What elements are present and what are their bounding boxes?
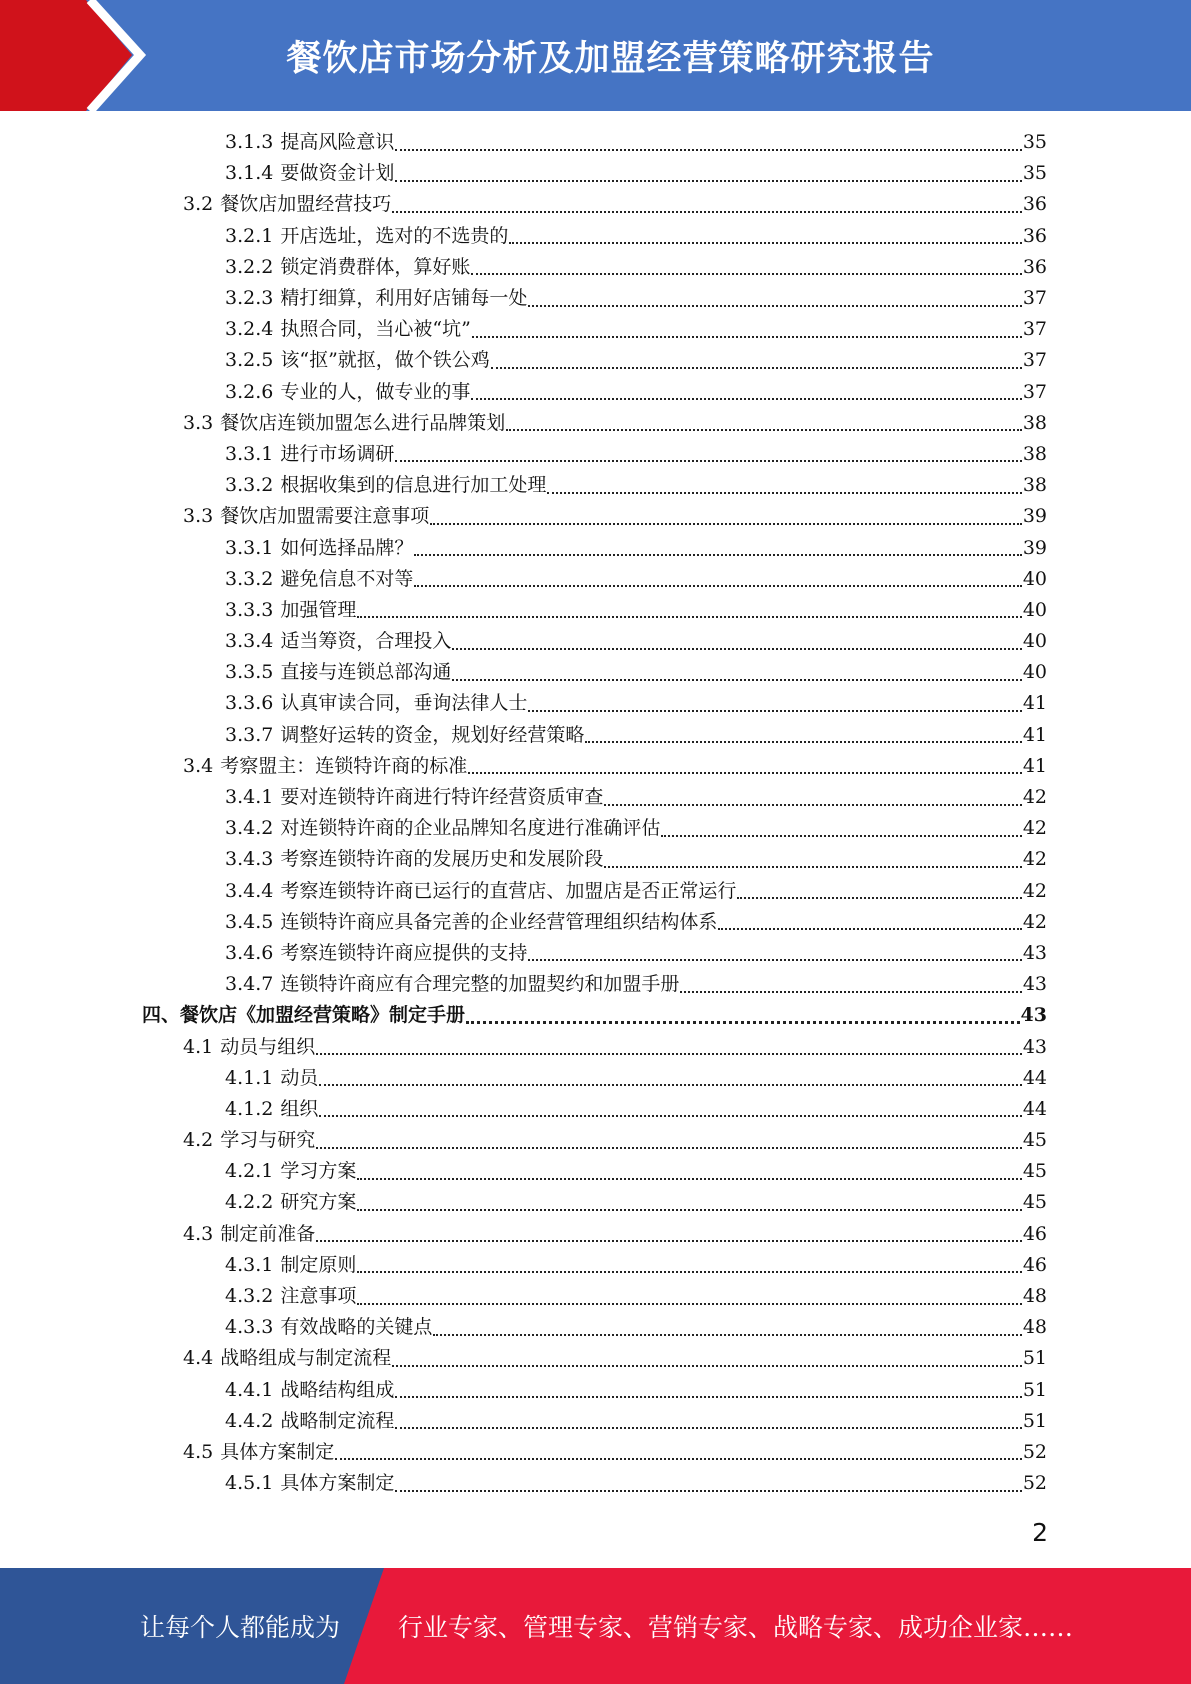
toc-entry-title: 精打细算，利用好店铺每一处 [280, 287, 528, 310]
toc-dot-leader [452, 679, 1021, 681]
toc-entry-title: 制定前准备 [220, 1222, 316, 1245]
toc-entry-number: 3.2.3 [225, 287, 274, 310]
toc-entry-page: 39 [1022, 536, 1047, 559]
toc-entry[interactable] [0, 1094, 1191, 1125]
toc-dot-leader [506, 429, 1022, 431]
toc-dot-leader [335, 1458, 1022, 1460]
footer-banner [0, 1568, 1191, 1684]
toc-dot-leader [395, 1490, 1021, 1492]
toc-entry-page: 52 [1022, 1472, 1047, 1495]
toc-entry-number: 3.3 [183, 505, 214, 528]
toc-entry[interactable] [0, 1437, 1191, 1468]
toc-entry-number: 3.2.6 [225, 380, 274, 403]
toc-dot-leader [604, 866, 1021, 868]
toc-dot-leader [585, 741, 1021, 743]
toc-entry-number: 3.3.2 [225, 567, 274, 590]
toc-entry-number: 4.4.1 [225, 1378, 274, 1401]
toc-dot-leader [395, 1427, 1021, 1429]
toc-entry-number: 4.3.3 [225, 1316, 274, 1339]
toc-entry-number: 3.4.1 [225, 786, 274, 809]
toc-entry-title: 如何选择品牌？ [280, 536, 414, 559]
toc-entry-title: 学习与研究 [220, 1129, 316, 1152]
toc-entry[interactable] [0, 1219, 1191, 1250]
toc-entry-number: 3.3.1 [225, 442, 274, 465]
toc-entry-number: 4.3 [183, 1222, 214, 1245]
toc-entry-title: 对连锁特许商的企业品牌知名度进行准确评估 [280, 817, 661, 840]
toc-dot-leader [528, 305, 1021, 307]
toc-entry-page: 40 [1022, 661, 1047, 684]
toc-dot-leader [357, 1209, 1021, 1211]
toc-dot-leader [319, 1115, 1021, 1117]
toc-entry[interactable] [0, 1468, 1191, 1499]
toc-dot-leader [737, 897, 1021, 899]
toc-entry-number: 3.4.3 [225, 848, 274, 871]
toc-entry-page: 43 [1022, 973, 1047, 996]
toc-entry-title: 考察连锁特许商的发展历史和发展阶段 [280, 848, 604, 871]
toc-entry-page: 37 [1022, 318, 1047, 341]
toc-entry[interactable] [0, 626, 1191, 657]
toc-entry-title: 根据收集到的信息进行加工处理 [280, 474, 547, 497]
footer-slogan-left: 让每个人都能成为 [140, 1613, 341, 1642]
toc-entry-page: 51 [1022, 1347, 1047, 1370]
toc-entry-page: 35 [1022, 162, 1047, 185]
toc-entry-number: 3.3 [183, 411, 214, 434]
toc-entry-page: 45 [1022, 1160, 1047, 1183]
toc-entry-title: 战略制定流程 [280, 1409, 395, 1432]
toc-entry-page: 41 [1022, 692, 1047, 715]
page-number: 2 [1032, 1518, 1048, 1547]
toc-entry[interactable] [0, 1281, 1191, 1312]
toc-entry-number: 4.4 [183, 1347, 214, 1370]
toc-entry-number: 4.3.2 [225, 1285, 274, 1308]
toc-entry[interactable] [0, 1031, 1191, 1062]
toc-entry[interactable] [0, 688, 1191, 719]
toc-entry-number: 3.4.6 [225, 941, 274, 964]
toc-entry-title: 学习方案 [280, 1160, 357, 1183]
toc-entry-title: 餐饮店加盟经营技巧 [220, 193, 392, 216]
toc-entry-page: 39 [1022, 505, 1047, 528]
toc-entry-number: 3.1.4 [225, 162, 274, 185]
toc-dot-leader [395, 180, 1021, 182]
toc-entry-number: 4.2 [183, 1129, 214, 1152]
toc-dot-leader [433, 1334, 1021, 1336]
toc-entry-title: 避免信息不对等 [280, 567, 414, 590]
toc-entry[interactable] [0, 127, 1191, 158]
toc-entry-title: 考察盟主：连锁特许商的标准 [220, 754, 468, 777]
toc-entry-title: 专业的人，做专业的事 [280, 380, 471, 403]
toc-entry[interactable] [0, 1375, 1191, 1406]
toc-entry-number: 3.4 [183, 754, 214, 777]
toc-dot-leader [471, 398, 1021, 400]
toc-entry-number: 4.5 [183, 1440, 214, 1463]
toc-entry-page: 46 [1022, 1222, 1047, 1245]
toc-entry-page: 44 [1022, 1066, 1047, 1089]
header-banner [0, 0, 1191, 111]
toc-entry-title: 注意事项 [280, 1285, 357, 1308]
toc-entry-page: 45 [1022, 1191, 1047, 1214]
toc-entry-page: 40 [1022, 567, 1047, 590]
toc-entry-number: 3.3.7 [225, 723, 274, 746]
toc-dot-leader [509, 242, 1021, 244]
toc-dot-leader [452, 648, 1021, 650]
toc-dot-leader [392, 211, 1022, 213]
toc-entry-page: 48 [1022, 1316, 1047, 1339]
toc-dot-leader [718, 928, 1021, 930]
toc-entry[interactable] [0, 345, 1191, 376]
toc-dot-leader [392, 1365, 1022, 1367]
toc-entry[interactable] [0, 1063, 1191, 1094]
toc-entry[interactable] [0, 470, 1191, 501]
toc-entry-page: 40 [1022, 630, 1047, 653]
toc-entry-number: 3.2.1 [225, 224, 274, 247]
toc-dot-leader [395, 149, 1021, 151]
toc-dot-leader [395, 1396, 1021, 1398]
toc-entry-number: 3.2.2 [225, 255, 274, 278]
toc-entry-number: 3.3.4 [225, 630, 274, 653]
toc-dot-leader [357, 1178, 1021, 1180]
toc-entry-title: 调整好运转的资金，规划好经营策略 [280, 723, 585, 746]
toc-entry-page: 38 [1022, 474, 1047, 497]
toc-entry-title: 加强管理 [280, 598, 357, 621]
toc-entry[interactable] [0, 1125, 1191, 1156]
toc-entry[interactable] [0, 1156, 1191, 1187]
toc-entry[interactable] [0, 595, 1191, 626]
toc-entry[interactable] [0, 377, 1191, 408]
toc-entry-title: 有效战略的关键点 [280, 1316, 433, 1339]
toc-entry[interactable] [0, 252, 1191, 283]
toc-entry-title: 具体方案制定 [220, 1440, 335, 1463]
toc-entry-number: 3.4.4 [225, 879, 274, 902]
toc-entry-page: 35 [1022, 131, 1047, 154]
toc-dot-leader [414, 554, 1021, 556]
toc-dot-leader [395, 460, 1021, 462]
toc-dot-leader [491, 367, 1022, 369]
toc-entry[interactable] [0, 876, 1191, 907]
toc-entry-number: 4.4.2 [225, 1409, 274, 1432]
toc-entry-title: 具体方案制定 [280, 1472, 395, 1495]
toc-entry[interactable] [0, 1406, 1191, 1437]
toc-entry-page: 51 [1022, 1409, 1047, 1432]
toc-entry-title: 要对连锁特许商进行特许经营资质审查 [280, 786, 604, 809]
toc-entry-page: 37 [1022, 380, 1047, 403]
toc-entry-number: 3.3.2 [225, 474, 274, 497]
toc-entry[interactable] [0, 969, 1191, 1000]
toc-entry-title: 该“抠”就抠，做个铁公鸡 [280, 349, 490, 372]
toc-dot-leader [316, 1240, 1022, 1242]
toc-entry[interactable] [0, 1000, 1191, 1031]
toc-entry-title: 考察连锁特许商应提供的支持 [280, 941, 528, 964]
toc-entry-number: 3.4.7 [225, 973, 274, 996]
toc-entry-number: 3.3.3 [225, 598, 274, 621]
toc-entry[interactable] [0, 439, 1191, 470]
toc-dot-leader [472, 336, 1022, 338]
toc-entry-number: 4.1.1 [225, 1066, 274, 1089]
toc-dot-leader [430, 523, 1022, 525]
toc-entry-page: 42 [1022, 910, 1047, 933]
toc-dot-leader [468, 772, 1022, 774]
toc-dot-leader [319, 1084, 1021, 1086]
toc-entry[interactable] [0, 501, 1191, 532]
toc-entry-title: 考察连锁特许商已运行的直营店、加盟店是否正常运行 [280, 879, 737, 902]
toc-entry-page: 36 [1022, 224, 1047, 247]
toc-entry[interactable] [0, 283, 1191, 314]
toc-entry[interactable] [0, 564, 1191, 595]
toc-entry[interactable] [0, 1250, 1191, 1281]
toc-entry[interactable] [0, 532, 1191, 563]
toc-entry-title: 提高风险意识 [280, 131, 395, 154]
footer-slogan-right: 行业专家、管理专家、营销专家、战略专家、成功企业家…… [398, 1613, 1074, 1642]
toc-entry-page: 42 [1022, 786, 1047, 809]
toc-entry-page: 42 [1022, 848, 1047, 871]
toc-entry-number: 3.2 [183, 193, 214, 216]
toc-entry-page: 38 [1022, 442, 1047, 465]
toc-entry-title: 研究方案 [280, 1191, 357, 1214]
toc-dot-leader [357, 1303, 1021, 1305]
toc-entry[interactable] [0, 938, 1191, 969]
toc-entry-page: 36 [1022, 255, 1047, 278]
toc-entry[interactable] [0, 844, 1191, 875]
toc-entry[interactable] [0, 782, 1191, 813]
toc-dot-leader [316, 1147, 1022, 1149]
toc-dot-leader [547, 492, 1021, 494]
toc-dot-leader [680, 991, 1021, 993]
toc-entry-number: 4.1.2 [225, 1097, 274, 1120]
toc-entry-page: 51 [1022, 1378, 1047, 1401]
toc-entry-page: 37 [1022, 349, 1047, 372]
toc-entry-number: 4.2.2 [225, 1191, 274, 1214]
toc-entry[interactable] [0, 158, 1191, 189]
toc-entry-number: 4.3.1 [225, 1253, 274, 1276]
toc-entry-title: 战略组成与制定流程 [220, 1347, 392, 1370]
toc-entry-number: 3.4.2 [225, 817, 274, 840]
toc-entry-page: 41 [1022, 723, 1047, 746]
toc-entry-title: 连锁特许商应有合理完整的加盟契约和加盟手册 [280, 973, 680, 996]
toc-entry-number: 3.3.1 [225, 536, 274, 559]
toc-entry-page: 41 [1022, 754, 1047, 777]
toc-dot-leader [471, 273, 1021, 275]
toc-dot-leader [357, 1271, 1021, 1273]
toc-entry-title: 制定原则 [280, 1253, 357, 1276]
toc-entry-title: 连锁特许商应具备完善的企业经营管理组织结构体系 [280, 910, 718, 933]
toc-entry-page: 42 [1022, 817, 1047, 840]
toc-entry[interactable] [0, 907, 1191, 938]
toc-entry-number: 3.3.6 [225, 692, 274, 715]
toc-entry-title: 动员 [280, 1066, 319, 1089]
toc-entry-number: 4.2.1 [225, 1160, 274, 1183]
toc-entry-number: 3.3.5 [225, 661, 274, 684]
toc-entry-number: 3.2.4 [225, 318, 274, 341]
toc-entry-number: 3.1.3 [225, 131, 274, 154]
toc-entry[interactable] [0, 1187, 1191, 1218]
toc-entry-page: 52 [1022, 1440, 1047, 1463]
toc-dot-leader [528, 710, 1021, 712]
toc-entry-title: 直接与连锁总部沟通 [280, 661, 452, 684]
toc-dot-leader [414, 585, 1021, 587]
toc-entry[interactable] [0, 1312, 1191, 1343]
toc-entry-title: 四、餐饮店《加盟经营策略》制定手册 [142, 1004, 466, 1027]
toc-entry-title: 要做资金计划 [280, 162, 395, 185]
toc-entry-page: 45 [1022, 1129, 1047, 1152]
toc-entry-number: 3.4.5 [225, 910, 274, 933]
toc-entry[interactable] [0, 221, 1191, 252]
toc-entry-page: 43 [1022, 1035, 1047, 1058]
toc-entry-number: 4.1 [183, 1035, 214, 1058]
toc-dot-leader [357, 616, 1021, 618]
toc-entry-title: 认真审读合同，垂询法律人士 [280, 692, 528, 715]
toc-dot-leader [466, 1021, 1020, 1024]
toc-entry[interactable] [0, 720, 1191, 751]
toc-dot-leader [316, 1053, 1022, 1055]
toc-dot-leader [604, 804, 1021, 806]
toc-entry[interactable] [0, 751, 1191, 782]
toc-entry-page: 46 [1022, 1253, 1047, 1276]
toc-entry[interactable] [0, 189, 1191, 220]
toc-entry-title: 餐饮店加盟需要注意事项 [220, 505, 430, 528]
toc-dot-leader [661, 835, 1021, 837]
toc-entry-page: 44 [1022, 1097, 1047, 1120]
toc-entry-number: 3.2.5 [225, 349, 274, 372]
document-title: 餐饮店市场分析及加盟经营策略研究报告 [286, 38, 935, 79]
toc-entry[interactable] [0, 813, 1191, 844]
table-of-contents [0, 127, 1191, 1499]
toc-entry-title: 进行市场调研 [280, 442, 395, 465]
toc-entry-title: 餐饮店连锁加盟怎么进行品牌策划 [220, 411, 506, 434]
toc-entry[interactable] [0, 657, 1191, 688]
toc-entry-page: 43 [1022, 941, 1047, 964]
toc-entry[interactable] [0, 408, 1191, 439]
header-arrow-decoration [0, 0, 150, 111]
toc-entry-title: 锁定消费群体，算好账 [280, 255, 471, 278]
toc-entry-title: 执照合同，当心被“坑” [280, 318, 471, 341]
toc-entry-title: 战略结构组成 [280, 1378, 395, 1401]
toc-entry[interactable] [0, 314, 1191, 345]
toc-entry-title: 开店选址，选对的不选贵的 [280, 224, 509, 247]
toc-entry-title: 动员与组织 [220, 1035, 316, 1058]
toc-entry-title: 适当筹资，合理投入 [280, 630, 452, 653]
toc-entry-page: 38 [1022, 411, 1047, 434]
toc-entry-page: 36 [1022, 193, 1047, 216]
toc-entry-page: 43 [1020, 1004, 1047, 1027]
toc-entry-page: 48 [1022, 1285, 1047, 1308]
toc-entry-page: 40 [1022, 598, 1047, 621]
toc-entry-number: 4.5.1 [225, 1472, 274, 1495]
toc-entry-title: 组织 [280, 1097, 319, 1120]
toc-dot-leader [528, 959, 1021, 961]
toc-entry-page: 42 [1022, 879, 1047, 902]
toc-entry-page: 37 [1022, 287, 1047, 310]
toc-entry[interactable] [0, 1343, 1191, 1374]
